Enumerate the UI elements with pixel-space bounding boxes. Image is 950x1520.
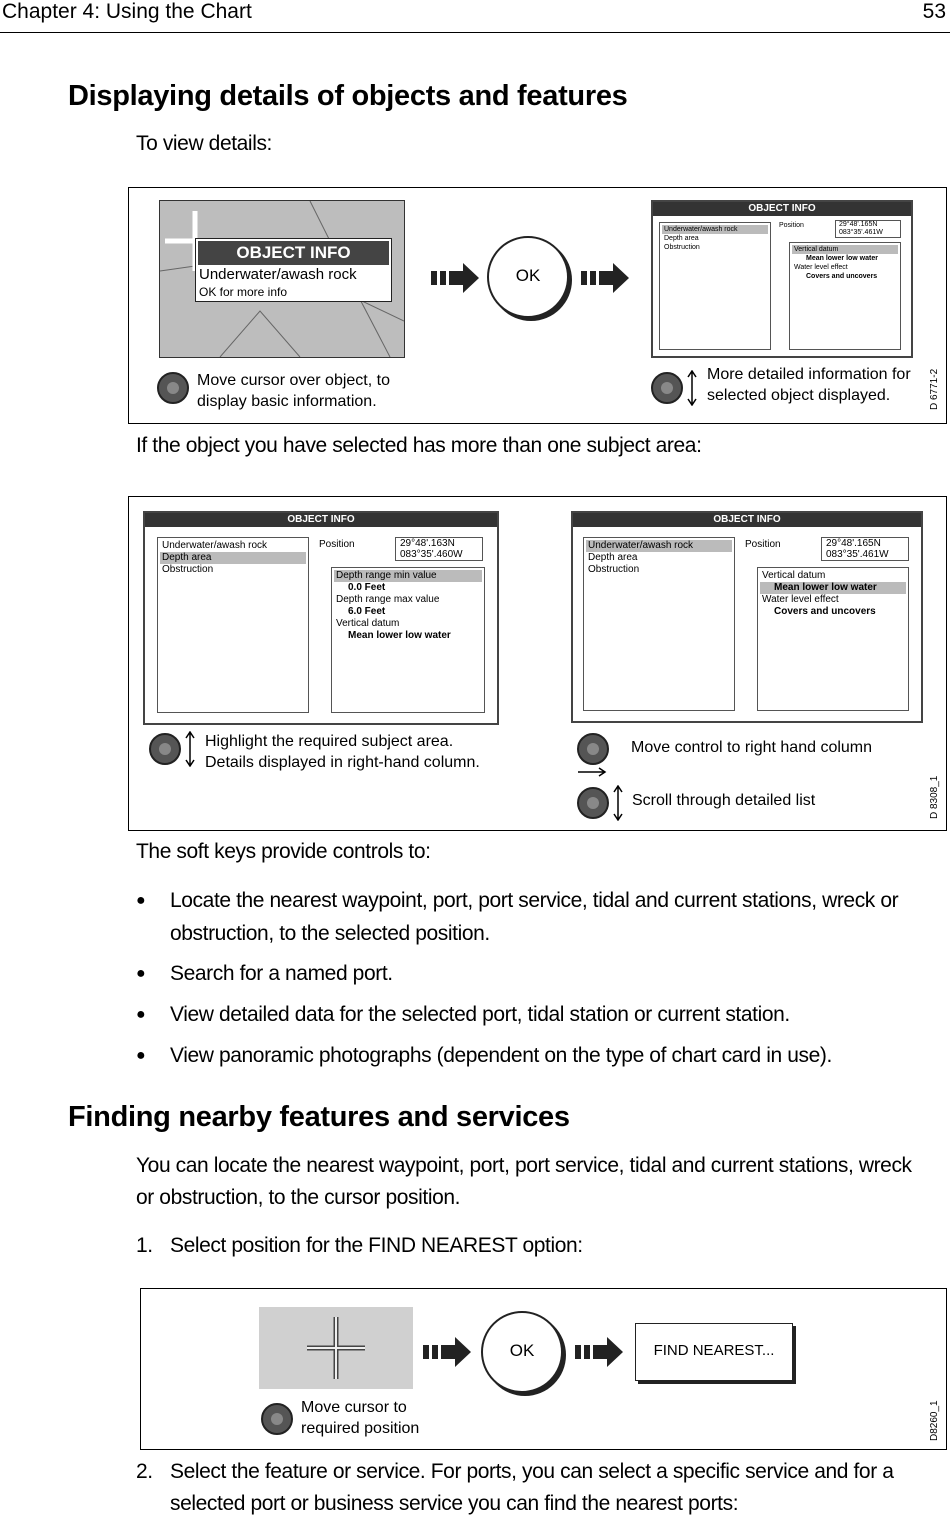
softkeys-intro: The soft keys provide controls to: [136,840,431,863]
intro-text: To view details: [136,132,272,155]
object-info-panel [651,200,913,358]
caption-more-detail [707,364,911,406]
up-down-arrow-icon [687,370,697,406]
caption-line: Move cursor over object, to [197,372,390,389]
detail-item: Vertical datum [336,618,400,629]
latitude: 29°48'.165N [839,221,878,228]
list-item[interactable]: Obstruction [162,564,214,575]
find-nearest-softkey[interactable]: FIND NEAREST... [635,1323,793,1381]
figure-id: D8260_1 [929,1400,940,1441]
bullet-icon: ● [136,1006,146,1023]
caption-line: selected object displayed. [707,387,891,404]
ok-button[interactable]: OK [487,236,569,318]
position-value [835,220,901,238]
step-2-text: Select the feature or service. For ports, you can select a specific service and for a selected port or business service you can find the nearest ports: [170,1460,894,1515]
multi-subject-intro: If the object you have selected has more than one subject area: [136,434,702,457]
arrow-right-icon [581,263,631,293]
detail-item: Depth range max value [336,594,440,605]
detail-item: Covers and uncovers [806,273,878,280]
rotary-control-icon [577,733,609,765]
chart-screen [259,1307,413,1389]
panel-title: OBJECT INFO [145,513,497,527]
rotary-control-icon [261,1403,293,1435]
longitude: 083°35'.460W [400,549,463,560]
figure-id: D 6771-2 [929,368,940,410]
object-list [583,537,735,711]
list-item[interactable]: Underwater/awash rock [586,540,732,552]
caption-move-cursor [301,1397,419,1439]
detail-item: Covers and uncovers [774,606,876,617]
caption-move-right: Move control to right hand column [631,739,873,756]
caption-line: display basic information. [197,393,377,410]
object-info-panel-left [143,511,499,725]
panel-title: OBJECT INFO [653,202,911,216]
ok-button[interactable]: OK [481,1311,563,1393]
list-item[interactable]: Depth area [588,552,638,563]
position-label: Position [319,539,355,550]
position-value [395,537,483,561]
section-title-finding: Finding nearby features and services [68,1101,570,1133]
position-value [821,537,909,561]
latitude: 29°48'.165N [826,538,881,549]
caption-line: Move cursor to [301,1399,407,1416]
caption-move-cursor [197,370,390,412]
section-title-details: Displaying details of objects and features [68,80,628,112]
list-item[interactable]: Depth area [160,552,306,564]
bullet-text: View panoramic photographs (dependent on the type of chart card in use). [170,1044,832,1067]
page-number: 53 [922,0,946,23]
bullet-icon: ● [136,965,146,982]
bullet-text: Locate the nearest waypoint, port, port service, tidal and current stations, wreck or obstruction, to the selected position. [170,889,899,945]
arrow-right-icon [431,263,481,293]
detail-list [789,242,901,350]
arrow-right-icon [575,1337,625,1367]
chapter-title: Chapter 4: Using the Chart [2,0,252,23]
caption-line: More detailed information for [707,366,911,383]
longitude: 083°35'.461W [839,229,883,236]
caption-line: Highlight the required subject area. [205,733,454,750]
finding-intro: You can locate the nearest waypoint, port, port service, tidal and current stations, wreck or obstruction, to the cursor position. [136,1154,912,1209]
figure-object-info [128,187,947,424]
popup-object-name: Underwater/awash rock [199,266,357,283]
position-label: Position [779,222,804,229]
detail-item: Mean lower low water [806,255,878,262]
list-item[interactable]: Obstruction [588,564,640,575]
detail-item: Mean lower low water [348,630,451,641]
up-down-arrow-icon [185,731,195,767]
detail-item: Depth range min value [334,570,482,582]
step-2-number: 2. [136,1460,153,1483]
object-list [157,537,309,713]
popup-title: OBJECT INFO [198,241,389,265]
arrow-right-icon [423,1337,473,1367]
caption-line: required position [301,1420,420,1437]
rotary-control-icon [651,372,683,404]
caption-highlight [205,731,480,773]
list-item[interactable]: Underwater/awash rock [162,540,268,551]
rotary-control-icon [149,733,181,765]
chart-screen [159,200,405,358]
rotary-control-icon [157,372,189,404]
detail-item: Vertical datum [762,570,826,581]
list-item[interactable]: Underwater/awash rock [662,225,768,234]
figure-multi-subject [128,496,947,831]
cursor-icon [259,1307,413,1389]
figure-id: D 8308_1 [929,775,940,819]
figure-find-nearest [140,1288,947,1450]
up-down-arrow-icon [613,785,623,821]
object-list [659,222,771,350]
popup-hint: OK for more info [199,285,288,299]
detail-list [331,567,485,713]
latitude: 29°48'.163N [400,538,455,549]
position-label: Position [745,539,781,550]
list-item[interactable]: Depth area [664,235,699,242]
caption-line: Details displayed in right-hand column. [205,754,480,771]
detail-item: 0.0 Feet [348,582,386,593]
object-info-popup [195,238,392,302]
bullet-icon: ● [136,892,146,909]
detail-list [757,567,909,711]
detail-item: Water level effect [762,594,839,605]
detail-item: Vertical datum [792,245,898,254]
list-item[interactable]: Obstruction [664,244,700,251]
detail-item: Mean lower low water [760,582,906,594]
bullet-text: Search for a named port. [170,962,393,985]
longitude: 083°35'.461W [826,549,889,560]
object-info-panel-right [571,511,923,723]
bullet-text: View detailed data for the selected port, tidal station or current station. [170,1003,790,1026]
rotary-control-icon [577,787,609,819]
caption-scroll: Scroll through detailed list [632,792,816,809]
step-1-text: Select position for the FIND NEAREST option: [170,1234,583,1257]
detail-item: 6.0 Feet [348,606,386,617]
panel-title: OBJECT INFO [573,513,921,527]
bullet-icon: ● [136,1047,146,1064]
detail-item: Water level effect [794,264,848,271]
page-header [0,0,950,33]
step-1-number: 1. [136,1234,153,1257]
right-arrow-icon [577,767,607,777]
